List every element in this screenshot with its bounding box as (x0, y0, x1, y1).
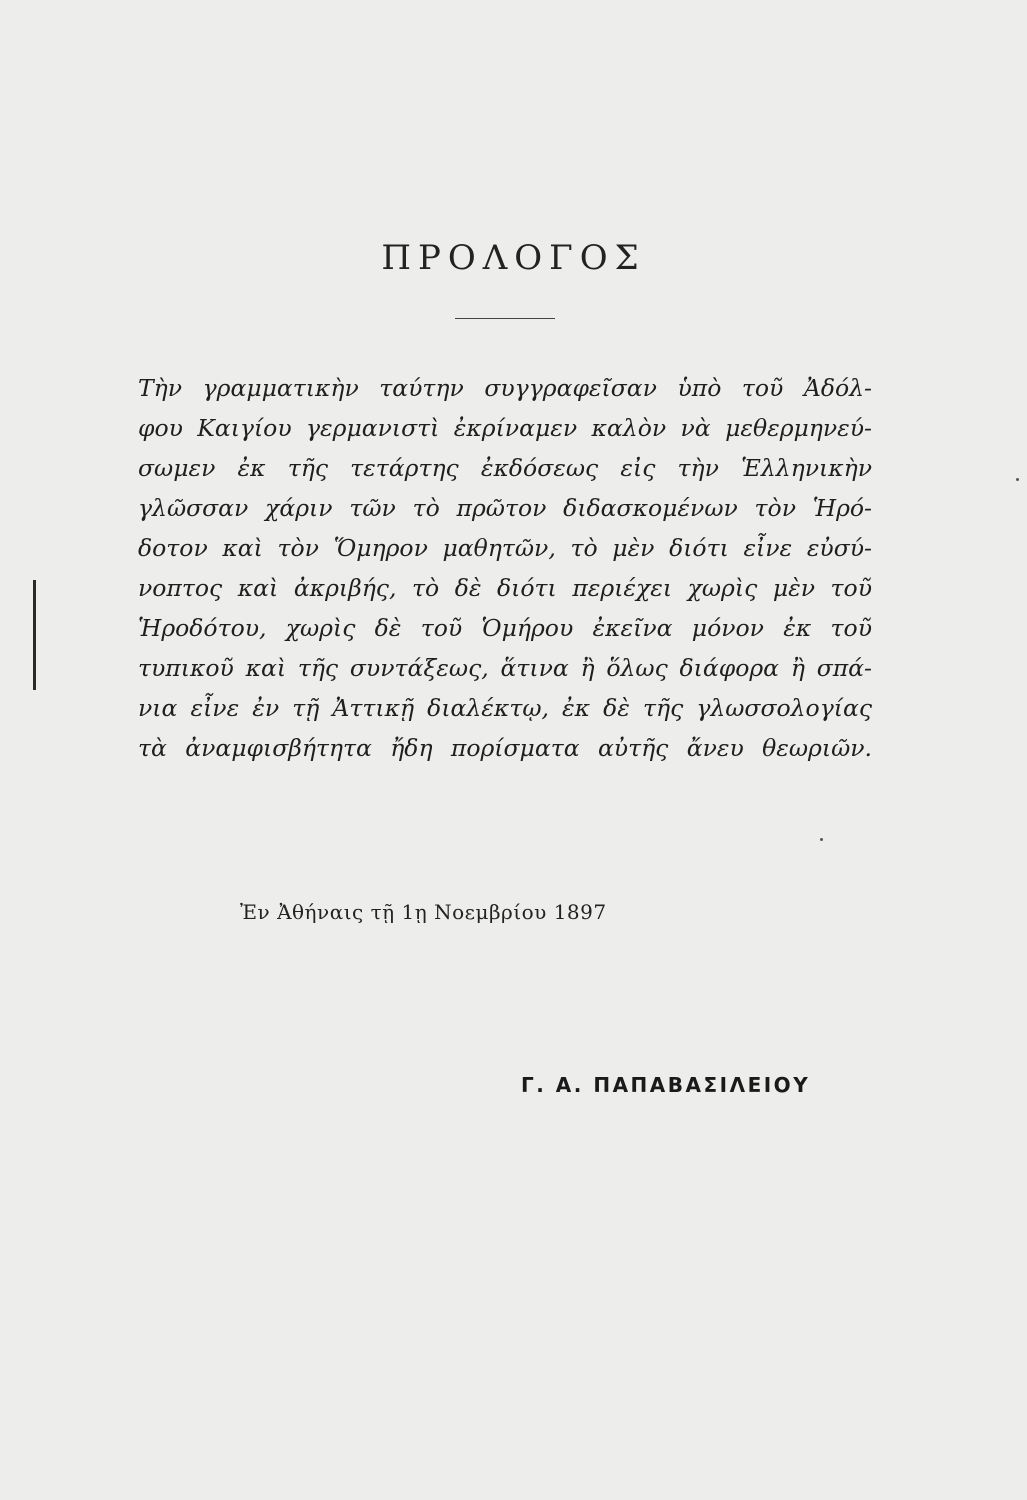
preface-paragraph (138, 368, 872, 768)
text-line: Τὴν γραμματικὴν ταύτην συγγραφεῖσαν ὑπὸ τοῦ Ἀδόλ- (138, 374, 872, 402)
text-line: δοτον καὶ τὸν Ὅμηρον μαθητῶν, τὸ μὲν διότι εἶνε εὐσύ- (138, 534, 872, 562)
text-line: τυπικοῦ καὶ τῆς συντάξεως, ἅτινα ἢ ὅλως διάφορα ἢ σπά- (138, 654, 872, 682)
text-line: γλῶσσαν χάριν τῶν τὸ πρῶτον διδασκομένων τὸν Ἡρό- (138, 494, 872, 522)
margin-mark (33, 580, 36, 690)
paper-speck (1016, 478, 1019, 481)
text-line: νοπτος καὶ ἀκριβής, τὸ δὲ διότι περιέχει χωρὶς μὲν τοῦ (138, 574, 872, 602)
title-divider (455, 318, 555, 319)
paper-speck (820, 838, 823, 841)
page-title: ΠΡΟΛΟΓΟΣ (381, 238, 646, 278)
text-line: φου Καιγίου γερμανιστὶ ἐκρίναμεν καλὸν νὰ μεθερμηνεύ- (138, 414, 872, 442)
dateline: Ἐν Ἀθήναις τῇ 1ῃ Νοεμβρίου 1897 (240, 900, 607, 924)
author-signature: Γ. Α. ΠΑΠΑΒΑΣΙΛΕΙΟΥ (521, 1073, 811, 1097)
text-line: Ἡροδότου, χωρὶς δὲ τοῦ Ὁμήρου ἐκεῖνα μόνον ἐκ τοῦ (138, 614, 872, 642)
text-line: τὰ ἀναμφισβήτητα ἤδη πορίσματα αὐτῆς ἄνευ θεωριῶν. (138, 734, 872, 762)
text-line: νια εἶνε ἐν τῇ Ἀττικῇ διαλέκτῳ, ἐκ δὲ τῆς γλωσσολογίας (138, 694, 872, 722)
text-line: σωμεν ἐκ τῆς τετάρτης ἐκδόσεως εἰς τὴν Ἑλληνικὴν (138, 454, 872, 482)
